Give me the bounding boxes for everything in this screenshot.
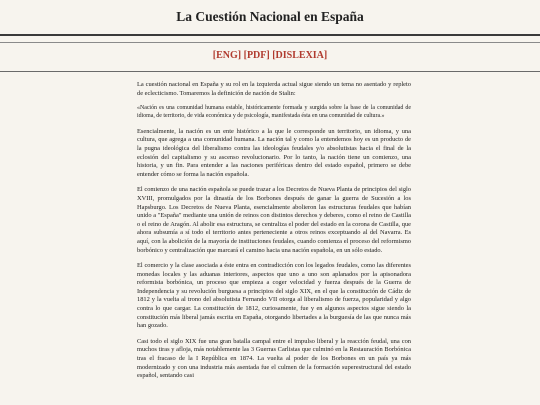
paragraph-3: El comercio y la clase asociada a éste entra en contradicción con los legados feudales, como las diferentes monedas locales y las aduanas interiores, aspectos que uno a uno son aplanados por la apisonadora reformista borbónica, un proceso que empieza a coger velocidad y fuerza después de la Guerra de Independencia y su revolución burguesa a principios del siglo XIX, en el que la constitución de Cádiz de 1812 y la vuelta al trono del absolutista Fernando VII otorga al liberalismo de fuerza, popularidad y algo contra lo que cargar. La constitución de 1812, curiosamente, fue y en algunos aspectos sigue siendo la constitución más liberal jamás escrita en España, otorgando libertades a la burguesía de las que nunca más han gozado. — [137, 262, 411, 330]
title-rule — [0, 34, 540, 36]
intro-paragraph: La cuestión nacional en España y su rol en la izquierda actual sigue siendo un tema no asentado y repleto de eclecticismo. Tomaremos la definición de nación de Stalin: — [137, 81, 411, 97]
dislexia-link[interactable]: [DISLEXIA] — [272, 50, 328, 61]
paragraph-1: Esencialmente, la nación es un ente histórico a la que le corresponde un territorio, un idioma, y una cultura, que agrega a una comunidad humana. La nación tal y como la entendemos hoy es un producto de la pugna ideológica del liberalismo contra las ideologías feudales y/o absolutistas hacia el final de la eclosión del capitalismo y su ascenso revolucionario. Por lo tanto, la nación tiene un comienzo, una historia, y un fin. Para entender a las naciones periféricas dentro del estado español, primero se debe entender cómo se forma la nación española. — [137, 127, 411, 178]
stalin-quote: «Nación es una comunidad humana estable, históricamente formada y surgida sobre la base de la comunidad de idioma, de territorio, de vida económica y de psicología, manifestada ésta en una comunidad de cultura.» — [137, 105, 411, 119]
article-body — [137, 72, 411, 381]
format-links — [0, 43, 540, 64]
paragraph-4: Casi todo el siglo XIX fue una gran batalla campal entre el impulso liberal y la reacción feudal, una con muchos tiras y afloja, más notablemente las 3 Guerras Carlistas que culminó en la Restauración Borbónica tras el fracaso de la I República en 1874. La vuelta al poder de los Borbones en un país ya más modernizado y con una industria más asentada fue el culmen de la formación superestructural del estado español, sentando casi — [137, 337, 411, 380]
page-title: La Cuestión Nacional en España — [176, 9, 364, 24]
paragraph-2: El comienzo de una nación española se puede trazar a los Decretos de Nueva Planta de principios del siglo XVIII, promulgados por la dinastía de los Borbones después de ganar la guerra de Sucesión a los Hapsburgo. Los Decretos de Nueva Planta, esencialmente abolieron las estructuras feudales que habían unido a "España" mediante una unión de reinos con distintos derechos y deberes, como el reino de Castilla o el reino de Aragón. Al abolir esa estructura, se centraliza el poder del estado en la corona de Castilla, que ahora subsumía a sí todo el territorio antes perteneciente a otros reinos exceptuando al del Navarra. Es aquí, con la abolición de la mayoría de instituciones feudales, cuando comienza el proceso del reformismo borbónico y centralización que marcará el camino hacia una nación española, en un sólo estado. — [137, 186, 411, 254]
page-header — [0, 0, 540, 43]
pdf-link[interactable]: [PDF] — [243, 50, 270, 61]
eng-link[interactable]: [ENG] — [212, 50, 242, 61]
